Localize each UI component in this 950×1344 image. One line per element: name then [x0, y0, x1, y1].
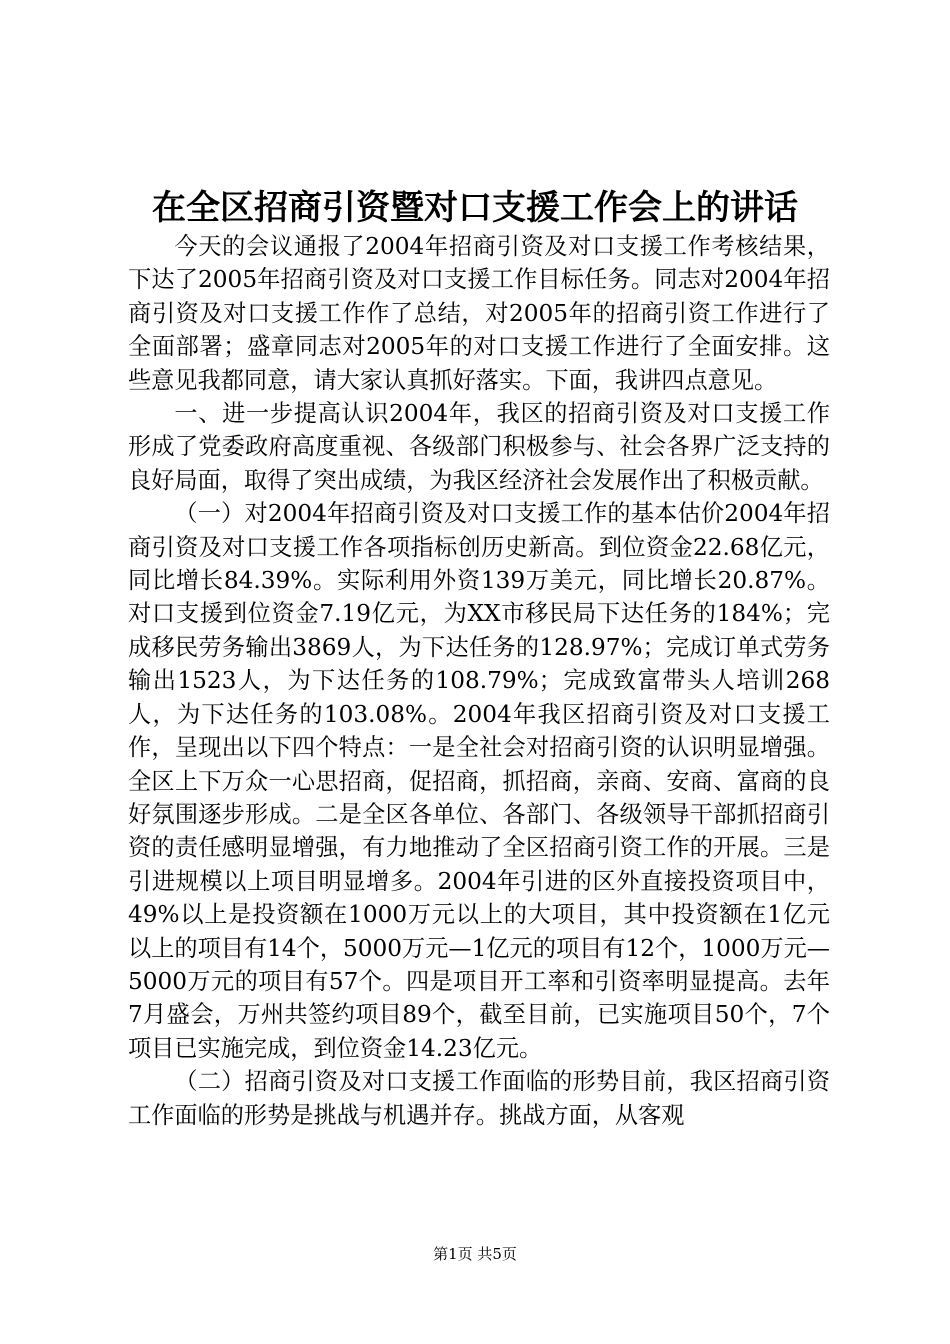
paragraph-subsection-two: （二）招商引资及对口支援工作面临的形势目前，我区招商引资工作面临的形势是挑战与机遇并存。挑战方面，从客观 — [128, 1068, 830, 1129]
document-body — [128, 230, 830, 1132]
document-title: 在全区招商引资暨对口支援工作会上的讲话 — [152, 188, 798, 228]
paragraph-intro: 今天的会议通报了2004年招商引资及对口支援工作考核结果，下达了2005年招商引资及对口支援工作目标任务。同志对2004年招商引资及对口支援工作作了总结，对2005年的招商引资工作进行了全面部署；盛章同志对2005年的对口支援工作进行了全面安排。这些意见我都同意，请大家认真抓好落实。下面，我讲四点意见。 — [128, 233, 830, 394]
paragraph-subsection-one: （一）对2004年招商引资及对口支援工作的基本估价2004年招商引资及对口支援工作各项指标创历史新高。到位资金22.68亿元，同比增长84.39%。实际利用外资139万美元，同比增长20.87%。对口支援到位资金7.19亿元，为XX市移民局下达任务的184%；完成移民劳务输出3869人，为下达任务的128.97%；完成订单式劳务输出1523人，为下达任务的108.79%；完成致富带头人培训268人，为下达任务的103.08%。2004年我区招商引资及对口支援工作，呈现出以下四个特点：一是全社会对招商引资的认识明显增强。全区上下万众一心思招商，促招商，抓招商，亲商、安商、富商的良好氛围逐步形成。二是全区各单位、各部门、各级领导干部抓招商引资的责任感明显增强，有力地推动了全区招商引资工作的开展。三是引进规模以上项目明显增多。2004年引进的区外直接投资项目中，49%以上是投资额在1000万元以上的大项目，其中投资额在1亿元以上的项目有14个，5000万元—1亿元的项目有12个，1000万元—5000万元的项目有57个。四是项目开工率和引资率明显提高。去年7月盛会，万州共签约项目89个，截至目前，已实施项目50个，7个项目已实施完成，到位资金14.23亿元。 — [128, 500, 830, 1062]
paragraph-section-one: 一、进一步提高认识2004年，我区的招商引资及对口支援工作形成了党委政府高度重视、各级部门积极参与、社会各界广泛支持的良好局面，取得了突出成绩，为我区经济社会发展作出了积极贡献。 — [128, 400, 830, 494]
page-footer: 第1页 共5页 — [433, 1245, 517, 1263]
